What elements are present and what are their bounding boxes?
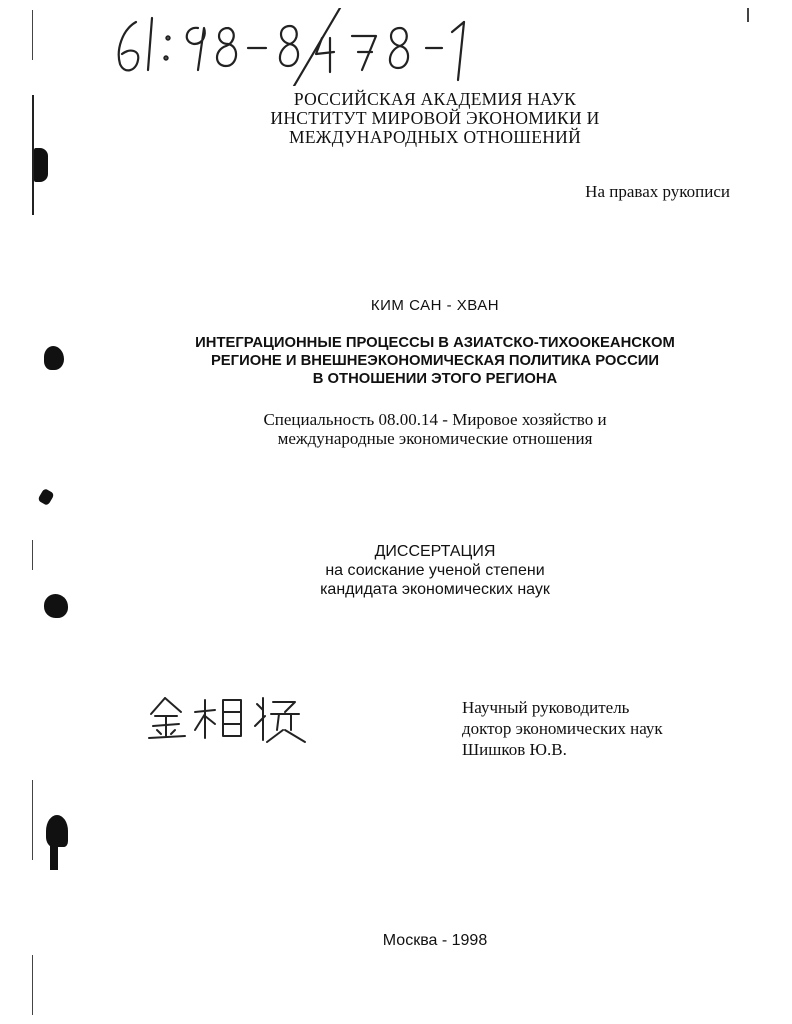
scan-edge-mark: [747, 8, 749, 22]
title-line: ИНТЕГРАЦИОННЫЕ ПРОЦЕССЫ В АЗИАТСКО-ТИХООКЕАНСКОМ: [195, 335, 675, 351]
institution-line: МЕЖДУНАРОДНЫХ ОТНОШЕНИЙ: [288, 127, 582, 147]
specialty: [200, 410, 670, 448]
scan-edge-blot: [37, 488, 54, 506]
specialty-line: Специальность 08.00.14 - Мировое хозяйство и: [263, 410, 607, 429]
punch-hole-mark: [44, 594, 68, 618]
advisor-name: Шишков Ю.В.: [462, 740, 567, 759]
dissertation-degree: [275, 542, 595, 599]
punch-hole-mark: [44, 346, 64, 370]
dissertation-label: ДИССЕРТАЦИЯ: [374, 543, 496, 560]
scientific-advisor: [462, 697, 663, 760]
city-year: Москва - 1998: [382, 932, 488, 949]
advisor-degree: доктор экономических наук: [462, 719, 663, 738]
degree-line: на соискание ученой степени: [325, 562, 545, 579]
author-signature: [145, 690, 310, 745]
scan-edge-mark: [32, 540, 33, 570]
degree-line: кандидата экономических наук: [320, 581, 550, 598]
scan-edge-mark: [32, 955, 33, 1015]
rights-notice: На правах рукописи: [585, 182, 730, 201]
scan-edge-mark: [32, 780, 33, 860]
institution-line: ИНСТИТУТ МИРОВОЙ ЭКОНОМИКИ И: [270, 108, 600, 128]
institution-header: [230, 90, 640, 147]
scan-edge-blot: [34, 148, 48, 182]
institution-line: РОССИЙСКАЯ АКАДЕМИЯ НАУК: [293, 89, 577, 109]
scan-edge-mark: [32, 10, 33, 60]
handwritten-accession-number: [108, 8, 480, 86]
specialty-line: международные экономические отношения: [277, 429, 593, 448]
dissertation-title: [150, 334, 720, 388]
title-line: РЕГИОНЕ И ВНЕШНЕЭКОНОМИЧЕСКАЯ ПОЛИТИКА РОССИИ: [210, 353, 660, 369]
advisor-label: Научный руководитель: [462, 698, 630, 717]
author-name: КИМ САН - ХВАН: [370, 297, 500, 314]
punch-hole-mark: [50, 840, 58, 870]
title-line: В ОТНОШЕНИИ ЭТОГО РЕГИОНА: [312, 371, 558, 387]
